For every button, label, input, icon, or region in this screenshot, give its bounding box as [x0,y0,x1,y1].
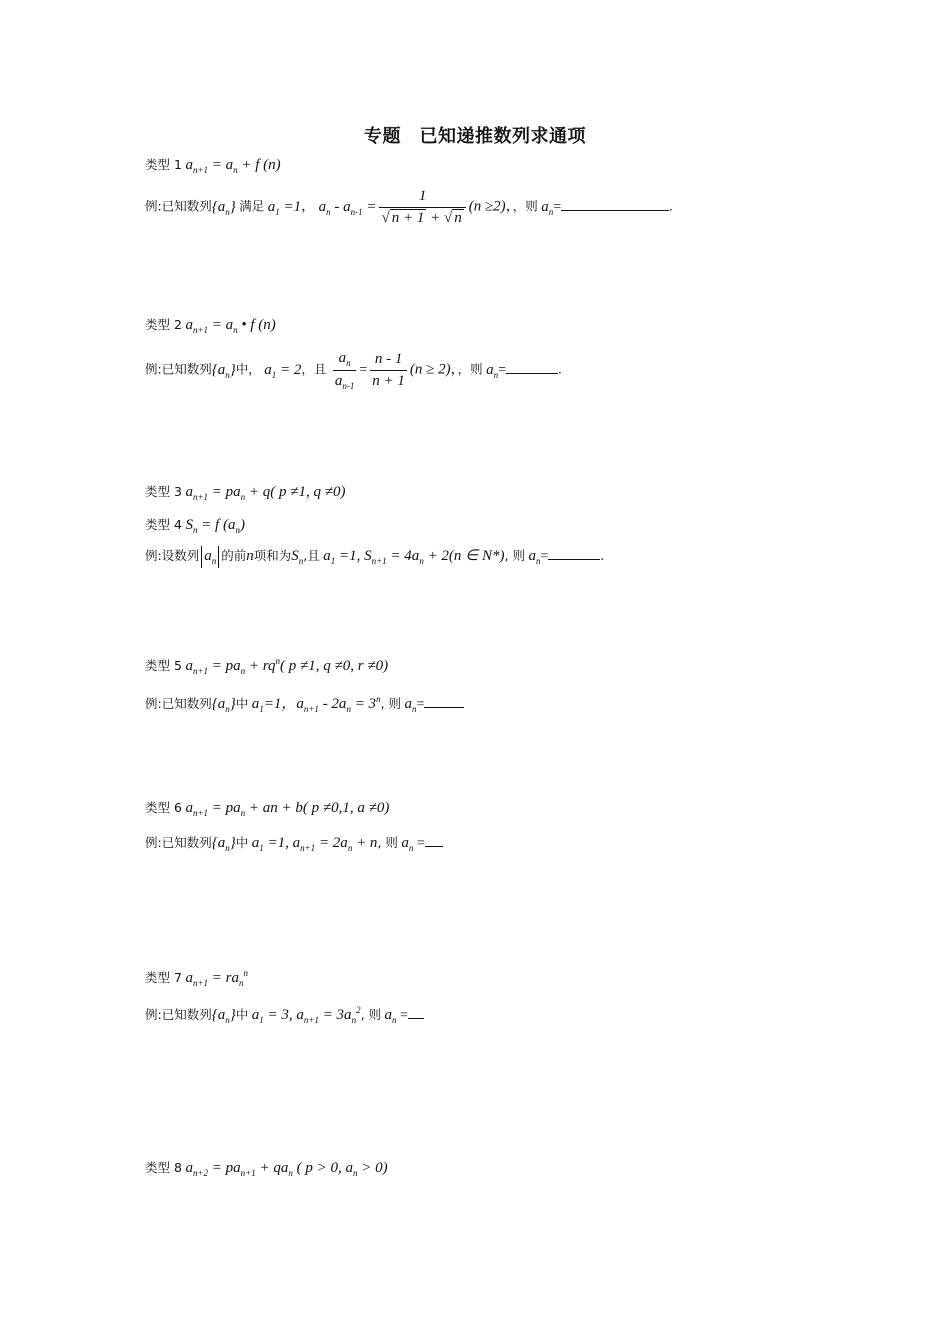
formula: $a_{n+1} = pa_n + rq^n$( p ≠1, q ≠0, r ≠0) [185,656,389,676]
formula: $a_{n+1} = pa_n$ + an + b( p ≠0,1, a ≠0) [185,800,390,818]
answer-blank [561,198,669,211]
example-then: ，则 [512,198,538,214]
type-1-heading [145,155,281,175]
example-then: , 则 [380,696,402,711]
example-lead: 例:已知数列 [145,361,212,377]
answer-blank [548,547,600,560]
example-then: , 则 [377,835,398,850]
example-mid: 中 [235,1007,249,1022]
fraction: $\frac{a_n}{a_{n-1}}$ [334,350,355,391]
example-lead: 例:已知数列 [145,1007,212,1022]
type-5-heading [145,656,388,676]
type-4-heading [145,515,245,535]
type-6-heading [145,798,389,818]
example-mid: 的前 [221,548,247,564]
formula: $a_{n+1} = pa_n + q$( p ≠1, q ≠0) [185,484,346,502]
answer-blank [408,1006,424,1019]
formula: $a_{n+1} = a_n$ • f (n) [185,317,276,335]
example-mid: 满足 [239,198,265,214]
type-5-example: 例:已知数列$\{a_n\}$中 $a_1=1$，$a_{n+1} - 2a_n = 3^n$, 则 $a_n=$ [145,692,464,714]
example-lead: 例:已知数列 [145,198,212,214]
example-cond: ，且 [301,361,327,377]
example-then: , 则 [504,548,525,564]
type-3-heading [145,482,345,502]
answer-blank [424,695,464,708]
type-label: 类型 6 [145,800,182,815]
formula: $a_{n+1} = ra_n^n$ [185,968,248,988]
type-label: 类型 7 [145,970,182,985]
example-lead: 例:已知数列 [145,835,212,850]
example-lead: 例:已知数列 [145,696,212,711]
type-8-heading [145,1158,388,1178]
example-lead: 例:设数列 [145,548,200,564]
formula: $a_1 =1$, $S_{n+1} = 4a_n + 2(n$ ∈ N*) [323,548,505,567]
fraction: $\frac{n - 1}{n + 1}$ [372,351,405,389]
type-7-example: 例:已知数列$\{a_n\}$中 $a_1 = 3$, $a_{n+1} = 3a_n^2$, 则 $a_n$ = [145,1005,424,1025]
type-2-example: 例:已知数列$\{a_n\}$中， $a_1 = 2$，且 $\frac{a_n}{a_{n-1}}$ = $\frac{n - 1}{n + 1}$ (n ≥ 2)，，则 $a_n=$ . [145,350,562,391]
formula: $S_n = f$ $(a_n)$ [185,517,245,535]
type-label: 类型 1 [145,157,182,172]
example-mid2: 项和为 [253,548,292,564]
type-label: 类型 8 [145,1160,182,1175]
formula: $a_1=1$，$a_{n+1} - 2a_n = 3^n$ [251,694,381,714]
answer-blank [506,361,558,374]
formula: $a_n - a_{n-1}$ = [318,198,377,217]
fraction: $\frac{1}{√ n + 1 + √ n}$ [379,188,465,227]
type-2-heading [145,315,276,335]
formula: $a_1 = 3$, $a_{n+1} = 3a_n^2$ [251,1005,361,1025]
formula: $a_{n+1} = a_n + f$ (n) [185,157,281,175]
formula: $a_1 = 2$ [264,361,302,380]
type-4-example: 例:设数列 $a_n$ 的前n项和为$S_n$,且 $a_1 =1$, $S_{n+1} = 4a_n + 2(n$ ∈ N*), 则 $a_n=$ . [145,546,604,568]
type-7-heading [145,968,248,988]
type-label: 类型 5 [145,658,182,673]
example-mid: 中 [235,835,249,850]
answer-blank [425,834,443,847]
example-then: , 则 [360,1007,382,1022]
example-cond: ,且 [303,548,320,564]
formula: $a_1 =1$, $a_{n+1} = 2a_n + n$ [251,835,378,853]
example-mid: 中 [235,696,249,711]
type-1-example: 例:已知数列$\{a_n\}$ 满足 $a_1 =1$， $a_n - a_{n-1}$ = $\frac{1}{√ n + 1 + √ n}$ (n ≥2)，，则 $a_n=$ . [145,188,673,226]
type-6-example: 例:已知数列$\{a_n\}$中 $a_1 =1$, $a_{n+1} = 2a_n + n$, 则 $a_n$ = [145,833,443,853]
example-then: ，则 [457,361,483,377]
formula: $a_1 =1$ [267,198,302,217]
example-mid: 中， [235,361,261,377]
formula: $a_{n+2} = pa_{n+1} + qa_n$ ( p > 0, $a_n > 0$) [185,1160,388,1178]
type-label: 类型 3 [145,484,182,499]
page-title: 专题 已知递推数列求通项 [364,126,586,147]
type-label: 类型 4 [145,517,182,532]
type-label: 类型 2 [145,317,182,332]
